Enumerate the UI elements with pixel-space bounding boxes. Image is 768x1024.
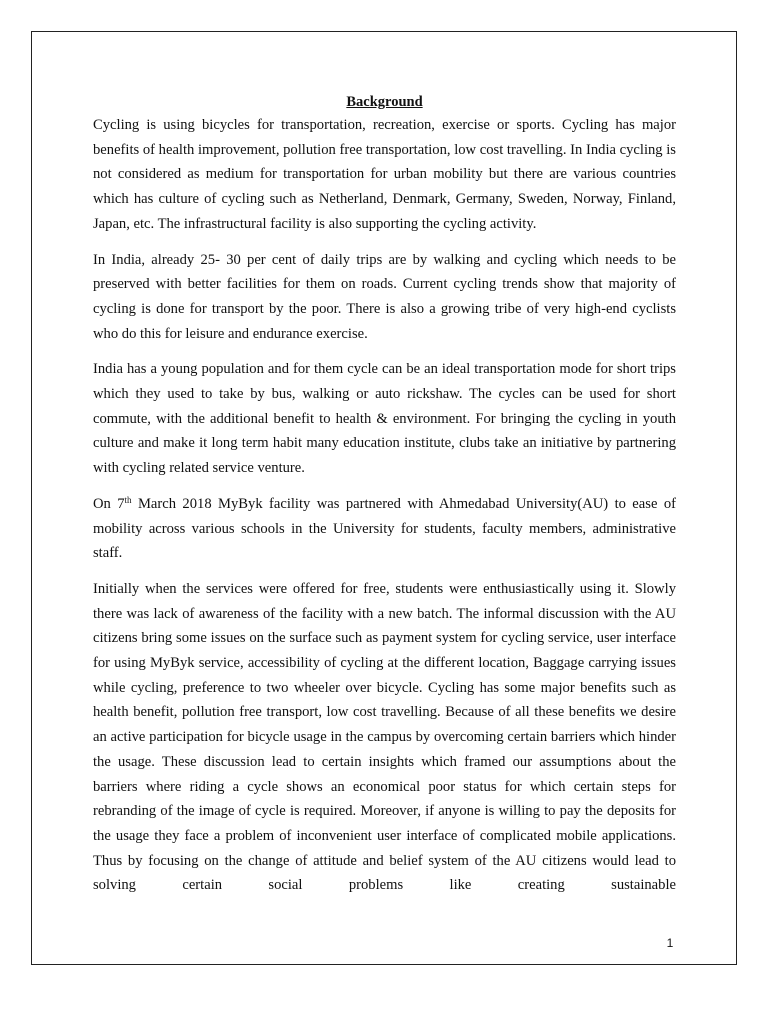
date-prefix: On 7 <box>93 495 125 512</box>
paragraph-mybyk-partnership <box>93 492 676 566</box>
section-heading: Background <box>346 94 423 110</box>
paragraph-young-population: India has a young population and for them cycle can be an ideal transportation mode for short trips which they used to take by bus, walking or auto rickshaw. The cycles can be used for short commute, with the additional benefit to health & environment. For bringing the cycling in youth culture and make it long term habit many education institute, clubs take an initiative by partnering with cycling related service venture. <box>93 361 676 477</box>
paragraph-initial-services: Initially when the services were offered for free, students were enthusiastically using it. Slowly there was lack of awareness of the facility with a new batch. The informal discussion with the AU citizens bring some issues on the surface such as payment system for cycling service, user interface for using MyByk service, accessibility of cycling at the different location, Baggage carrying issues while cycling, preference to two wheeler over bicycle. Cycling has some major benefits such as health benefit, pollution free transport, low cost travelling. Because of all these benefits we desire an active participation for bicycle usage in the campus by overcoming certain barriers which hinder the usage. These discussion lead to certain insights which framed our assumptions about the barriers where riding a cycle shows an economical poor status for which certain steps for rebranding of the image of cycle is required. Moreover, if anyone is willing to pay the deposits for the usage they face a problem of inconvenient user interface of complicated mobile applications. Thus by focusing on the change of attitude and belief system of the AU citizens would lead to solving certain social problems like creating sustainable <box>93 580 676 894</box>
date-superscript: th <box>124 494 132 505</box>
date-suffix: March 2018 MyByk facility was partnered with Ahmedabad University(AU) to ease of mobility across various schools in the University for students, faculty members, administrative staff. <box>93 495 676 562</box>
document-body <box>93 92 676 898</box>
page-number: 1 <box>666 936 674 950</box>
paragraph-india-trips: In India, already 25- 30 per cent of daily trips are by walking and cycling which needs to be preserved with better facilities for them on roads. Current cycling trends show that majority of cycling is done for transport by the poor. There is also a growing tribe of very high-end cyclists who do this for leisure and endurance exercise. <box>93 251 676 342</box>
paragraph-cycling-intro: Cycling is using bicycles for transportation, recreation, exercise or sports. Cycling has major benefits of health improvement, pollution free transportation, low cost travelling. In India cycling is not considered as medium for transportation for urban mobility but there are various countries which has culture of cycling such as Netherland, Denmark, Germany, Sweden, Norway, Finland, Japan, etc. The infrastructural facility is also supporting the cycling activity. <box>93 117 676 232</box>
